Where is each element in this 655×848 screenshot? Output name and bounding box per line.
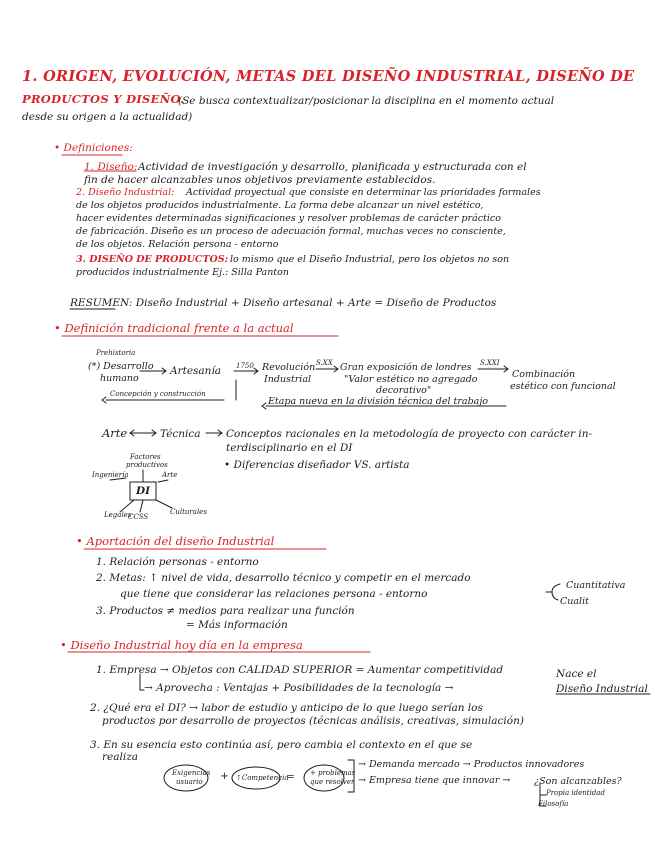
arrow-to-artesania [140,368,166,374]
diagram-connectors [110,470,172,512]
circle-exigencias: Exigencias [172,769,211,777]
circle-problemas: + problemas [310,769,356,777]
empresa-nace: Nace el [556,668,597,680]
empresa-diseno-industrial: Diseño Industrial [556,683,648,695]
bracket-results [348,760,354,792]
diagram-culturales: Culturales [170,508,207,516]
empresa-e1: 1. Empresa → Objetos con CALIDAD SUPERIOR = Aumentar competitividad [96,664,504,676]
def-diseno-industrial-text: Actividad proyectual que consiste en determinar las prioridades formales [186,187,541,198]
arrow-empresa-aprovecha [140,674,144,690]
empresa-e2: 2. ¿Qué era el DI? → labor de estudio y anticipo de lo que luego serían los [90,702,483,714]
line-etapa [262,403,506,409]
conceptos-text-2: terdisciplinario en el DI [226,442,353,454]
empresa-innovar: → Empresa tiene que innovar → [358,775,511,786]
empresa-e2-2: productos por desarrollo de proyectos (técnicas análisis, creativas, simulación) [102,715,524,727]
tecnica-label: Técnica [160,428,201,440]
brace-cuantitativa [552,584,560,600]
arrow-to-gran-exposicion [316,366,338,372]
empresa-propia-identidad: Propia identidad [546,789,605,797]
def-diseno-text-2: fin de hacer alcanzables unos objetivos previamente establecidos. [84,174,436,186]
title-note-2: desde su origen a la actualidad) [22,111,193,123]
def-diseno-productos-text: lo mismo que el Diseño Industrial, pero los objetos no son [230,254,510,265]
section-heading-tradicional: • Definición tradicional frente a la actual [54,321,294,335]
equals-sign: = [286,771,295,783]
aportacion-p1: 1. Relación personas - entorno [96,556,259,568]
timeline-year-1750: 1750 [236,362,254,370]
line-concepcion [102,397,224,403]
timeline-valor-estetico: "Valor estético no agregado [344,374,478,385]
empresa-alcanzables: ¿Son alcanzables? [534,776,622,787]
timeline-prehistoria: Prehistoria [96,349,136,357]
page-title: 1. ORIGEN, EVOLUCIÓN, METAS DEL DISEÑO INDUSTRIAL, DISEÑO DE [22,68,635,85]
circle-competencia-shape [232,767,280,789]
def-diseno-industrial-text-5: de los objetos. Relación persona - entorno [76,239,279,250]
section-heading-aportacion: • Aportación del diseño Industrial [76,534,275,548]
empresa-demanda: → Demanda mercado → Productos innovadores [358,759,585,770]
aportacion-p2: 2. Metas: ↑ nivel de vida, desarrollo técnico y competir en el mercado [96,572,471,584]
timeline-etapa: Etapa nueva en la división técnica del trabajo [268,396,488,407]
timeline-desarrollo-2: humano [100,373,139,384]
timeline-revolucion-2: Industrial [264,374,312,385]
resumen: RESUMEN: Diseño Industrial + Diseño artesanal + Arte = Diseño de Productos [70,297,497,309]
timeline-artesania: Artesanía [170,365,222,377]
timeline-desarrollo: (*) Desarrollo [88,361,154,372]
circle-competencia: ↑Competencia [236,774,289,782]
diagram-legales: Legales [104,511,132,519]
arte-label: Arte [102,426,128,440]
page-title-line2: PRODUCTOS Y DISEÑO. [22,92,185,106]
timeline-valor-estetico-2: decorativo" [376,385,432,396]
timeline-sxx: S.XX [316,359,333,367]
def-diseno-industrial-text-3: hacer evidentes determinadas significaciones y resolver problemas de carácter práctico [76,213,501,224]
diferencias: • Diferencias diseñador VS. artista [224,459,410,471]
circle-exigencias-shape [164,765,211,791]
title-note: (Se busca contextualizar/posicionar la disciplina en el momento actual [178,95,555,107]
circle-exigencias-2: usuario [176,778,203,786]
timeline-revolucion: Revolución [262,362,316,373]
aportacion-p3-2: = Más información [186,619,288,631]
timeline-combinacion-2: estético con funcional [510,381,616,392]
circle-problemas-2: que resolver [310,778,355,786]
def-diseno-productos-text-2: producidos industrialmente Ej.: Silla Panton [76,267,289,278]
diagram-di-box [130,482,156,500]
section-heading-empresa: • Diseño Industrial hoy día en la empresa [60,638,303,652]
branch-identidad [540,784,546,806]
def-diseno-text: Actividad de investigación y desarrollo, planificada y estructurada con el [138,161,527,173]
diagram-arte: Arte [162,471,178,479]
circle-problemas-shape [304,765,344,791]
conceptos-text: Conceptos racionales en la metodología de proyecto con carácter in- [226,428,593,440]
diagram-ccss: CCSS [128,513,149,521]
diagram-factores-2: productivos [126,461,168,469]
empresa-e1-2: → Aprovecha : Ventajas + Posibilidades de la tecnología → [144,682,454,694]
plus-sign: + [220,770,229,782]
empresa-e3-2: realiza [102,751,139,763]
def-diseno-industrial-text-4: de fabricación. Diseño es un proceso de adecuación formal, muchas veces no consciente, [76,226,506,237]
aportacion-p2-2: que tiene que considerar las relaciones persona - entorno [120,588,428,600]
timeline-concepcion: Concepción y construcción [110,390,206,398]
def-diseno-industrial-text-2: de los objetos producidos industrialmente. La forma debe alcanzar un nivel estético, [76,200,484,211]
arrow-to-conceptos [206,430,222,436]
def-diseno-industrial-label: 2. Diseño Industrial: [76,187,175,198]
arrow-to-combinacion [478,366,508,372]
timeline-combinacion: Combinación [512,369,576,380]
arrow-arte-tecnica [130,430,156,436]
empresa-e3: 3. En su esencia esto continúa así, pero cambia el contexto en el que se [90,739,473,751]
empresa-filosofia: Filosofía [538,800,569,808]
section-heading-definiciones: • Definiciones: [54,142,133,154]
aportacion-p3: 3. Productos ≠ medios para realizar una función [96,605,355,617]
aportacion-cuantitativa: Cuantitativa [566,580,626,591]
diagram-ingenieria: Ingeniería [92,471,129,479]
timeline-sxxi: S.XXI [480,359,500,367]
def-diseno-label: 1. Diseño: [84,161,138,173]
diagram-di: DI [136,485,151,497]
diagram-factores: Factores [130,453,161,461]
def-diseno-productos-label: 3. DISEÑO DE PRODUCTOS: [76,254,229,265]
aportacion-cualit: Cualit [560,596,589,607]
timeline-gran-exposicion: Gran exposición de londres [340,362,472,373]
arrow-to-revolucion [234,368,258,374]
